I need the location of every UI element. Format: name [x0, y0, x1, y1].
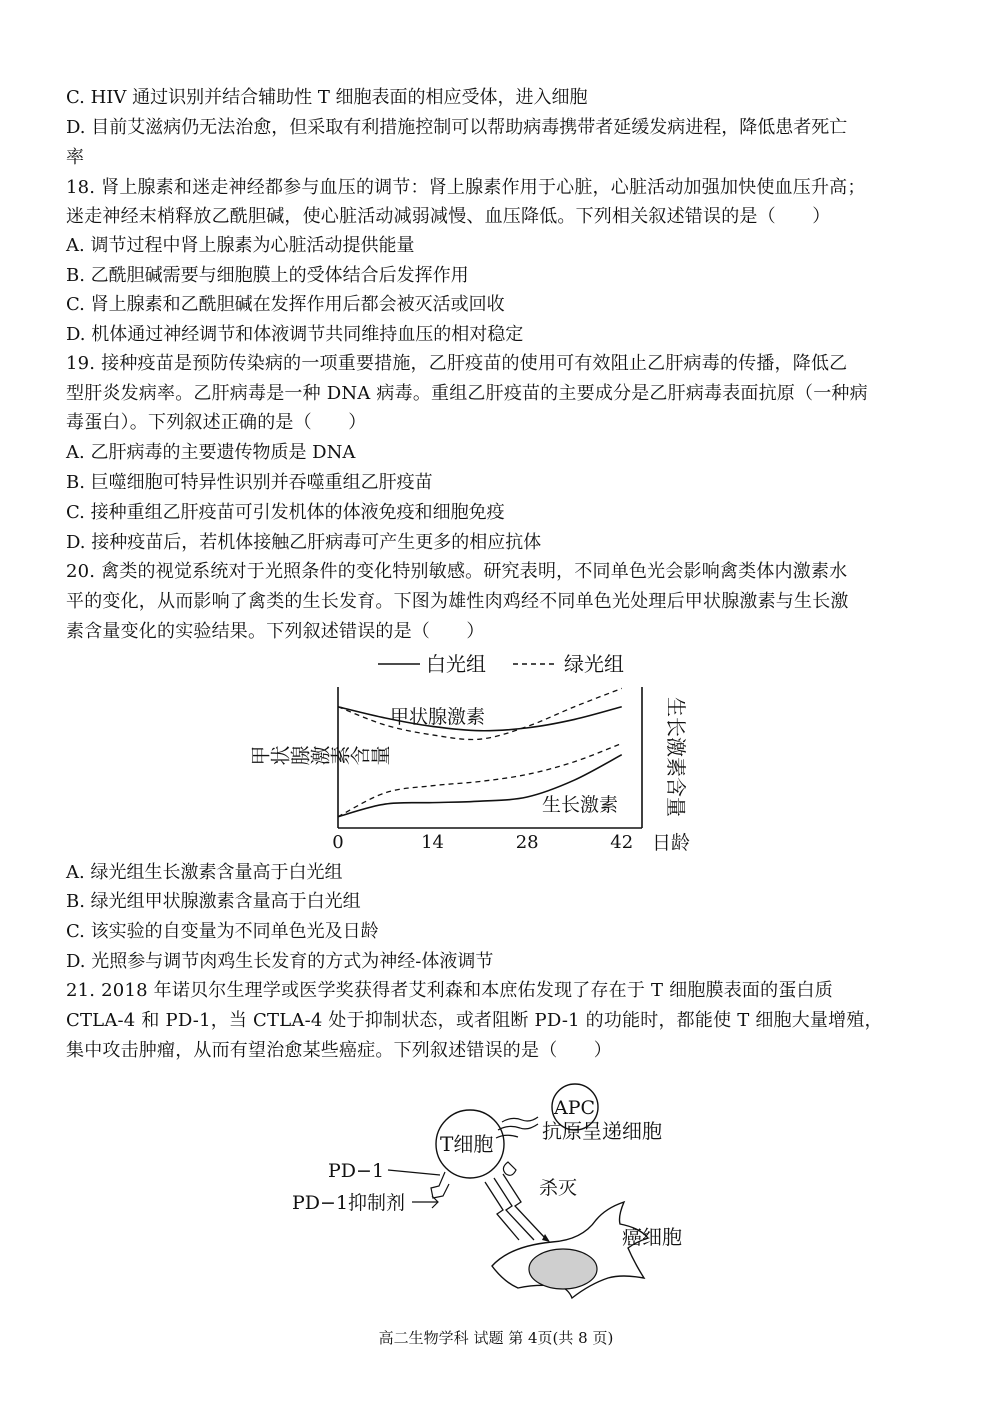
q17-option-d-cont: 率	[66, 147, 84, 168]
q18-stem-2: 迷走神经末梢释放乙酰胆碱，使心脏活动减弱减慢、血压降低。下列相关叙述错误的是（ ）	[66, 206, 831, 227]
q17-option-c: C. HIV 通过识别并结合辅助性 T 细胞表面的相应受体，进入细胞	[66, 87, 588, 108]
pd1-receptor-shape	[431, 1172, 449, 1198]
q18-option-c: C. 肾上腺素和乙酰胆碱在发挥作用后都会被灭活或回收	[66, 294, 505, 315]
q19-stem-2: 型肝炎发病率。乙肝病毒是一种 DNA 病毒。重组乙肝疫苗的主要成分是乙肝病毒表面抗原（一种病	[66, 383, 868, 404]
q19-stem-1: 19. 接种疫苗是预防传染病的一项重要措施，乙肝疫苗的使用可有效阻止乙肝病毒的传播，降低乙	[66, 353, 848, 374]
y-axis-left-label: 甲状腺激素含量	[250, 745, 390, 769]
y-axis-right-label: 生长激素含量	[664, 697, 688, 817]
q19-option-d: D. 接种疫苗后，若机体接触乙肝病毒可产生更多的相应抗体	[66, 532, 542, 553]
q21-stem-2: CTLA-4 和 PD-1，当 CTLA-4 处于抑制状态，或者阻断 PD-1 的功能时，都能使 T 细胞大量增殖，	[66, 1010, 883, 1031]
q20-option-a: A. 绿光组生长激素含量高于白光组	[66, 862, 343, 883]
kill-arrow-2	[494, 1178, 534, 1240]
curve-label-growth: 生长激素	[542, 794, 619, 816]
legend-green-light: 绿光组	[564, 652, 624, 676]
page-footer: 高二生物学科 试题 第 4页(共 8 页)	[378, 1329, 614, 1347]
q20-stem-3: 素含量变化的实验结果。下列叙述错误的是（ ）	[66, 621, 485, 642]
q19-option-a: A. 乙肝病毒的主要遗传物质是 DNA	[66, 442, 356, 463]
q19-option-b: B. 巨噬细胞可特异性识别并吞噬重组乙肝疫苗	[66, 472, 433, 493]
pd1-inhibitor-label: PD−1抑制剂	[292, 1192, 406, 1214]
t-cell-pd1-diagram	[280, 1080, 720, 1320]
pd1-label: PD−1	[328, 1160, 385, 1182]
t-cell-label: T细胞	[440, 1132, 494, 1156]
x-axis-label: 日龄	[652, 832, 691, 854]
antigen-stroke-2	[498, 1124, 538, 1130]
apc-label: APC	[554, 1097, 596, 1119]
q20-option-c: C. 该实验的自变量为不同单色光及日龄	[66, 921, 379, 942]
kill-label: 杀灭	[539, 1177, 578, 1199]
q20-option-b: B. 绿光组甲状腺激素含量高于白光组	[66, 891, 361, 912]
curve-label-thyroid: 甲状腺激素	[390, 706, 486, 728]
apc-description: 抗原呈递细胞	[542, 1119, 662, 1143]
q18-option-b: B. 乙酰胆碱需要与细胞膜上的受体结合后发挥作用	[66, 265, 469, 286]
q18-stem-1: 18. 肾上腺素和迷走神经都参与血压的调节：肾上腺素作用于心脏，心脏活动加强加快使血压升高；	[66, 177, 866, 198]
q19-stem-3: 毒蛋白）。下列叙述正确的是（ ）	[66, 412, 367, 433]
q18-option-a: A. 调节过程中肾上腺素为心脏活动提供能量	[66, 235, 415, 256]
x-tick-label: 28	[515, 832, 539, 853]
receptor-shape	[503, 1162, 516, 1175]
cancer-cell-label: 癌细胞	[622, 1225, 682, 1249]
x-tick-label: 0	[332, 832, 344, 853]
q17-option-d: D. 目前艾滋病仍无法治愈，但采取有利措施控制可以帮助病毒携带者延缓发病进程，降低患者死亡	[66, 117, 848, 138]
chart-legend	[378, 652, 624, 676]
pd1-pointer-line	[388, 1170, 440, 1175]
q18-option-d: D. 机体通过神经调节和体液调节共同维持血压的相对稳定	[66, 324, 524, 345]
hormone-line-chart	[250, 645, 700, 860]
antigen-stroke-3	[496, 1135, 518, 1138]
q20-stem-1: 20. 禽类的视觉系统对于光照条件的变化特别敏感。研究表明，不同单色光会影响禽类体内激素水	[66, 561, 848, 582]
antigen-stroke-1	[502, 1117, 538, 1122]
x-tick-label: 14	[421, 832, 445, 853]
q21-stem-1: 21. 2018 年诺贝尔生理学或医学奖获得者艾利森和本庶佑发现了存在于 T 细胞膜表面的蛋白质	[66, 980, 833, 1001]
q21-stem-3: 集中攻击肿瘤，从而有望治愈某些癌症。下列叙述错误的是（ ）	[66, 1040, 612, 1061]
q19-option-c: C. 接种重组乙肝疫苗可引发机体的体液免疫和细胞免疫	[66, 502, 505, 523]
legend-white-light: 白光组	[426, 652, 486, 676]
q20-stem-2: 平的变化，从而影响了禽类的生长发育。下图为雄性肉鸡经不同单色光处理后甲状腺激素与生长激	[66, 591, 849, 612]
cancer-cell-nucleus	[529, 1249, 597, 1289]
x-tick-label: 42	[610, 832, 634, 853]
q20-option-d: D. 光照参与调节肉鸡生长发育的方式为神经-体液调节	[66, 951, 494, 972]
